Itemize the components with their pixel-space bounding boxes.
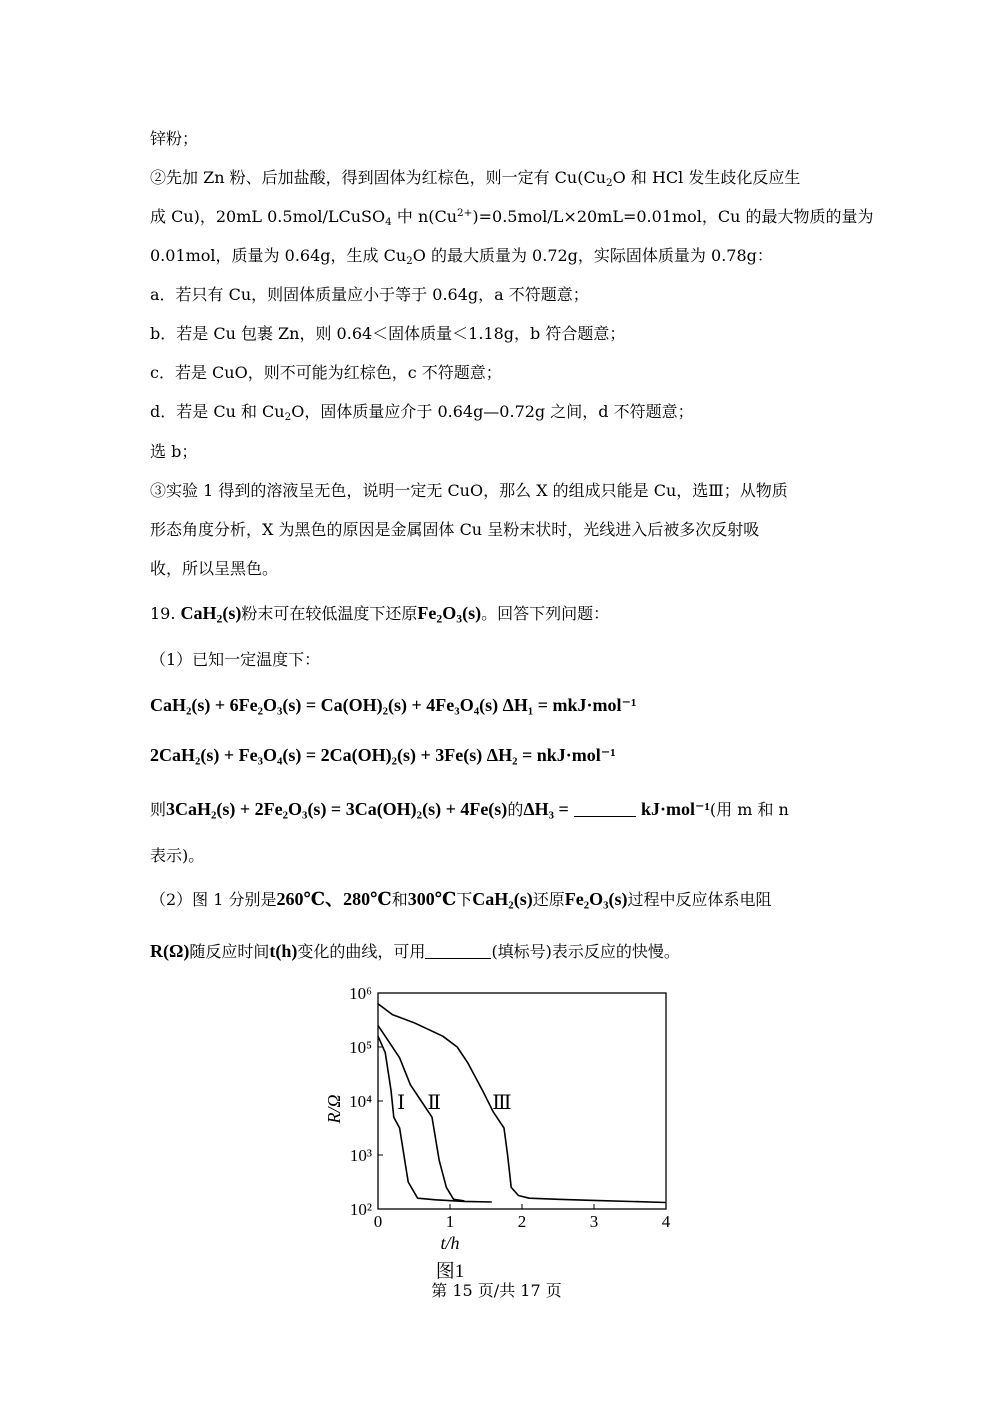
option-d: d．若是 Cu 和 $Cu_2O$，固体质量应介于 0.64g—0.72g 之间，d 不符题意； (150, 402, 694, 424)
text-line: 0.01mol，质量为 0.64g，生成 $Cu_2O$ 的最大质量为 0.72g，实际固体质量为 0.78g： (150, 246, 773, 268)
text-line: 锌粉； (150, 129, 199, 148)
series-label-2: Ⅱ (427, 1092, 441, 1115)
option-b: b．若是 Cu 包裹 Zn，则 0.64＜固体质量＜1.18g，b 符合题意； (150, 324, 626, 343)
y-axis-label: R/Ω (324, 1094, 344, 1124)
figure-1 (318, 985, 698, 1285)
text-line: 成 Cu)，20mL 0.5mol/LCuSO$_4$ 中 $n(Cu^{2+})=0.5mol/L\times 20mL=0.01mol$，Cu 的最大物质的量为 (150, 206, 874, 229)
equation-3-line: 则3CaH₂(s) + 2Fe₂O₃(s) = 3Ca(OH)₂(s) + 4Fe(s)的ΔH₃ = kJ·mol⁻¹(用 m 和 n (150, 799, 789, 819)
y-tick-label: 10⁶ (349, 985, 372, 1003)
y-tick-label: 10⁴ (349, 1092, 372, 1111)
answer-blank (425, 944, 491, 959)
equation-2: 2CaH₂(s) + Fe₃O₄(s) = 2Ca(OH)₂(s) + 3Fe(s) ΔH₂ = nkJ·mol⁻¹ (150, 745, 616, 765)
y-tick-label: 10⁵ (349, 1038, 372, 1057)
series-line-1 (378, 1036, 492, 1202)
sub-question-1: （1）已知一定温度下： (150, 650, 321, 669)
chart-title: 图1 (435, 1261, 465, 1282)
question-19-stem: 19. CaH$_2$(s)粉末可在较低温度下还原$Fe_2O_3(s)$。回答下列问题： (150, 603, 610, 626)
y-tick-label: 10² (349, 1200, 372, 1219)
option-a: a．若只有 Cu，则固体质量应小于等于 0.64g，a 不符题意； (150, 285, 589, 304)
option-c: c．若是 CuO，则不可能为红棕色，c 不符题意； (150, 363, 502, 382)
series-line-3 (378, 1004, 666, 1203)
series-line-2 (378, 1025, 464, 1201)
series-label-3: Ⅲ (492, 1092, 512, 1115)
sub-question-2-cont: R(Ω)随反应时间t(h)变化的曲线，可用 (填标号)表示反应的快慢。 (150, 941, 680, 961)
text-line: 选 b； (150, 442, 198, 461)
text-line: ③实验 1 得到的溶液呈无色，说明一定无 CuO，那么 X 的组成只能是 Cu，选Ⅲ；从物质 (150, 481, 788, 500)
equation-1: CaH₂(s) + 6Fe₂O₃(s) = Ca(OH)₂(s) + 4Fe₃O₄(s) ΔH₁ = mkJ·mol⁻¹ (150, 695, 637, 715)
text-line: 收，所以呈黑色。 (150, 559, 279, 578)
x-tick-label: 1 (445, 1212, 455, 1231)
x-tick-label: 4 (661, 1212, 671, 1231)
y-tick-label: 10³ (349, 1146, 372, 1165)
page-footer: 第 15 页/共 17 页 (431, 1281, 562, 1300)
x-tick-label: 3 (589, 1212, 599, 1231)
x-axis-label: t/h (440, 1233, 460, 1253)
text-line: ②先加 Zn 粉、后加盐酸，得到固体为红棕色，则一定有 $Cu(Cu_2O$ 和 HCl 发生歧化反应生 (150, 168, 801, 190)
x-tick-label: 2 (517, 1212, 527, 1231)
sub-question-2: （2）图 1 分别是260℃、280℃和300℃下CaH₂(s)还原Fe₂O₃(s)过程中反应体系电阻 (150, 889, 772, 909)
resistance-time-chart (318, 985, 698, 1285)
text-line: 表示)。 (150, 846, 205, 865)
text-line: 形态角度分析，X 为黑色的原因是金属固体 Cu 呈粉末状时，光线进入后被多次反射吸 (150, 520, 760, 539)
series-label-1: Ⅰ (397, 1092, 405, 1115)
answer-blank (574, 802, 636, 817)
x-tick-label: 0 (373, 1212, 383, 1231)
